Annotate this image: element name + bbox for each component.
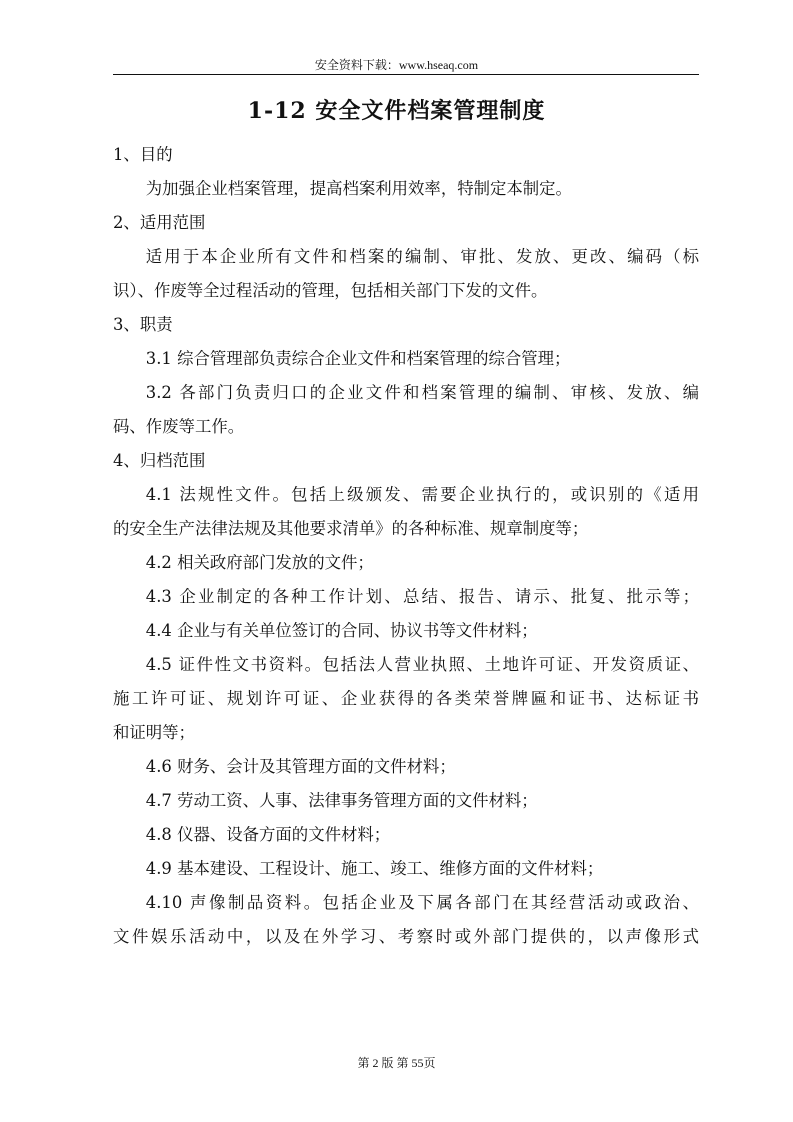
- body-line: 的安全生产法律法规及其他要求清单》的各种标准、规章制度等；: [113, 519, 589, 538]
- body-line: 4.3 企业制定的各种工作计划、总结、报告、请示、批复、批示等；: [145, 587, 699, 606]
- section-heading: 1、目的: [113, 145, 173, 164]
- body-line: 4.8 仪器、设备方面的文件材料；: [145, 825, 391, 844]
- body-line: 文件娱乐活动中，以及在外学习、考察时或外部门提供的，以声像形式: [113, 927, 699, 946]
- page-footer: 第 2 版 第 55页: [357, 1056, 436, 1070]
- body-line: 识）、作废等全过程活动的管理，包括相关部门下发的文件。: [113, 281, 548, 300]
- body-line: 为加强企业档案管理，提高档案利用效率，特制定本制定。: [145, 179, 572, 198]
- page-header: 安全资料下载：www.hseaq.com: [314, 58, 479, 72]
- body-line: 4.1 法规性文件。包括上级颁发、需要企业执行的，或识别的《适用: [145, 485, 699, 504]
- body-line: 4.10 声像制品资料。包括企业及下属各部门在其经营活动或政治、: [145, 893, 699, 912]
- body-line: 3.1 综合管理部负责综合企业文件和档案管理的综合管理；: [145, 349, 571, 368]
- body-line: 3.2 各部门负责归口的企业文件和档案管理的编制、审核、发放、编: [145, 383, 699, 402]
- body-line: 4.2 相关政府部门发放的文件；: [145, 553, 374, 572]
- body-line: 4.7 劳动工资、人事、法律事务管理方面的文件材料；: [145, 791, 538, 810]
- header-divider: [113, 74, 699, 75]
- body-line: 4.5 证件性文书资料。包括法人营业执照、土地许可证、开发资质证、: [145, 655, 699, 674]
- document-title: 1-12 安全文件档案管理制度: [247, 98, 546, 124]
- body-line: 码、作废等工作。: [113, 417, 245, 436]
- section-heading: 2、适用范围: [113, 213, 206, 232]
- body-line: 4.9 基本建设、工程设计、施工、竣工、维修方面的文件材料；: [145, 859, 604, 878]
- body-line: 和证明等；: [113, 723, 195, 742]
- body-line: 施工许可证、规划许可证、企业获得的各类荣誉牌匾和证书、达标证书: [113, 689, 699, 708]
- section-heading: 4、归档范围: [113, 451, 206, 470]
- section-heading: 3、职责: [113, 315, 173, 334]
- body-line: 适用于本企业所有文件和档案的编制、审批、发放、更改、编码（标: [145, 247, 699, 266]
- body-line: 4.6 财务、会计及其管理方面的文件材料；: [145, 757, 456, 776]
- document-body: [113, 138, 699, 954]
- body-line: 4.4 企业与有关单位签订的合同、协议书等文件材料；: [145, 621, 538, 640]
